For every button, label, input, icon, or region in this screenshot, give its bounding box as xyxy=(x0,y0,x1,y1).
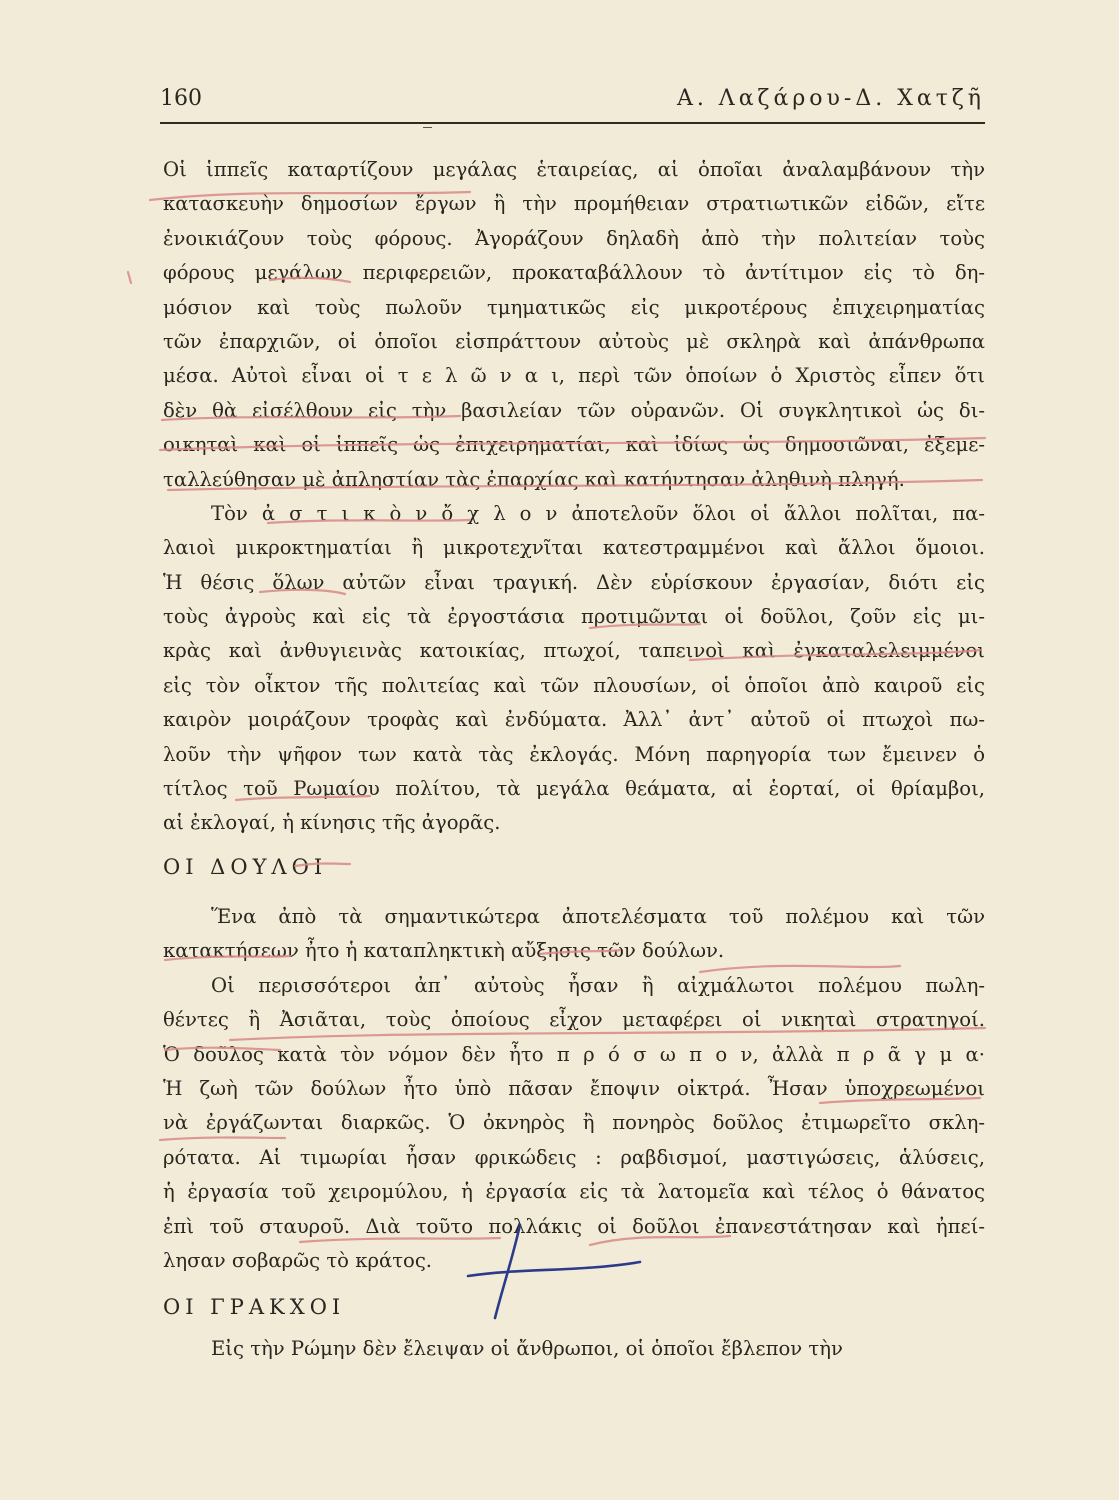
text-line: κρὰς καὶ ἀνθυγιεινὰς κατοικίας, πτωχοί, ταπεινοὶ καὶ ἐγκαταλελειμμένοι xyxy=(163,639,985,663)
text-line: ἐπὶ τοῦ σταυροῦ. Διὰ τοῦτο πολλάκις οἱ δοῦλοι ἐπανεστάτησαν καὶ ἠπεί- xyxy=(163,1214,985,1238)
page-body xyxy=(163,153,985,841)
text-line: κατασκευὴν δημοσίων ἔργων ἢ τὴν προμήθειαν στρατιωτικῶν εἰδῶν, εἴτε xyxy=(163,192,985,216)
page-number: 160 xyxy=(160,86,202,111)
text-line: αἱ ἐκλογαί, ἡ κίνησις τῆς ἀγορᾶς. xyxy=(163,811,501,835)
header-rule xyxy=(160,122,985,124)
text-line: νὰ ἐργάζωνται διαρκῶς. Ὁ ὀκνηρὸς ἢ πονηρὸς δοῦλος ἐτιμωρεῖτο σκλη- xyxy=(163,1111,985,1135)
text-line: δὲν θὰ εἰσέλθουν εἰς τὴν βασιλείαν τῶν οὐρανῶν. Οἱ συγκλητικοὶ ὡς δι- xyxy=(163,398,985,422)
text-line: λοῦν τὴν ψῆφον των κατὰ τὰς ἐκλογάς. Μόνη παρηγορία των ἔμεινεν ὁ xyxy=(163,742,985,766)
text-line: τῶν ἐπαρχιῶν, οἱ ὁποῖοι εἰσπράττουν αὐτοὺς μὲ σκληρὰ καὶ ἀπάνθρωπα xyxy=(163,329,985,353)
text-line: ταλλεύθησαν μὲ ἀπληστίαν τὰς ἐπαρχίας καὶ κατήντησαν ἀληθινὴ πληγή. xyxy=(163,467,905,491)
text-line: Τὸν ἀ σ τ ι κ ὸ ν ὄ χ λ ο ν ἀποτελοῦν ὅλοι οἱ ἄλλοι πολῖται, πα- xyxy=(211,501,985,525)
running-header xyxy=(160,86,985,111)
text-line: μόσιον καὶ τοὺς πωλοῦν τμηματικῶς εἰς μικροτέρους ἐπιχειρηματίας xyxy=(163,295,985,319)
text-line: ἡ ἐργασία τοῦ χειρομύλου, ἡ ἐργασία εἰς τὰ λατομεῖα καὶ τέλος ὁ θάνατος xyxy=(163,1180,985,1204)
text-line: φόρους μεγάλων περιφερειῶν, προκαταβάλλουν τὸ ἀντίτιμον εἰς τὸ δη- xyxy=(163,261,985,285)
text-line: λησαν σοβαρῶς τὸ κράτος. xyxy=(163,1248,433,1272)
text-line: Εἰς τὴν Ρώμην δὲν ἔλειψαν οἱ ἄνθρωποι, οἱ ὁποῖοι ἔβλεπον τὴν xyxy=(211,1337,843,1360)
slaves-section-body xyxy=(163,900,985,1278)
running-author: Α. Λαζάρου-Δ. Χατζῆ xyxy=(676,86,985,111)
text-line: καιρὸν μοιράζουν τροφὰς καὶ ἐνδύματα. Ἀλλ᾽ ἀντ᾽ αὐτοῦ οἱ πτωχοὶ πω- xyxy=(163,708,985,732)
text-line: τίτλος τοῦ Ρωμαίου πολίτου, τὰ μεγάλα θεάματα, αἱ ἑορταί, οἱ θρίαμβοι, xyxy=(163,777,985,801)
margin-mark xyxy=(128,272,131,283)
text-line: λαιοὶ μικροκτηματίαι ἢ μικροτεχνῖται κατεστραμμένοι καὶ ἄλλοι ὅμοιοι. xyxy=(163,536,985,560)
text-line: Οἱ περισσότεροι ἀπ᾽ αὐτοὺς ἦσαν ἢ αἰχμάλωτοι πολέμου πωλη- xyxy=(211,973,985,997)
text-line: Ἕνα ἀπὸ τὰ σημαντικώτερα ἀποτελέσματα τοῦ πολέμου καὶ τῶν xyxy=(211,905,985,928)
text-line: ἐνοικιάζουν τοὺς φόρους. Ἀγοράζουν δηλαδὴ ἀπὸ τὴν πολιτείαν τοὺς xyxy=(163,226,985,250)
text-line: κατακτήσεων ἦτο ἡ καταπληκτικὴ αὔξησις τῶν δούλων. xyxy=(163,939,725,963)
text-line: οικηταὶ καὶ οἱ ἱππεῖς ὡς ἐπιχειρηματίαι, καὶ ἰδίως ὡς δημοσιῶναι, ἐξεμε- xyxy=(163,433,985,457)
text-line: μέσα. Αὐτοὶ εἶναι οἱ τ ε λ ῶ ν α ι, περὶ τῶν ὁποίων ὁ Χριστὸς εἶπεν ὅτι xyxy=(163,364,985,388)
header-tick-mark xyxy=(423,127,432,128)
text-line: Οἱ ἱππεῖς καταρτίζουν μεγάλας ἑταιρείας, αἱ ὁποῖαι ἀναλαμβάνουν τὴν xyxy=(163,158,985,181)
text-line: Ὁ δοῦλος κατὰ τὸν νόμον δὲν ἦτο π ρ ό σ ω π ο ν, ἀλλὰ π ρ ᾶ γ μ α· xyxy=(163,1042,985,1066)
section-heading-slaves: ΟΙ ΔΟΥΛΟΙ xyxy=(163,855,328,879)
text-line: Ἡ θέσις ὅλων αὐτῶν εἶναι τραγική. Δὲν εὑρίσκουν ἐργασίαν, διότι εἰς xyxy=(163,570,985,594)
text-line: τοὺς ἀγροὺς καὶ εἰς τὰ ἐργοστάσια προτιμῶνται οἱ δοῦλοι, ζοῦν εἰς μι- xyxy=(163,605,985,629)
section-heading-gracchi: ΟΙ ΓΡΑΚΧΟΙ xyxy=(163,1295,346,1319)
text-line: εἰς τὸν οἶκτον τῆς πολιτείας καὶ τῶν πλουσίων, οἱ ὁποῖοι ἀπὸ καιροῦ εἰς xyxy=(163,673,985,697)
text-line: Ἡ ζωὴ τῶν δούλων ἦτο ὑπὸ πᾶσαν ἔποψιν οἰκτρά. Ἦσαν ὑποχρεωμένοι xyxy=(163,1076,985,1100)
text-line: ρότατα. Αἱ τιμωρίαι ἦσαν φρικώδεις : ραβδισμοί, μαστιγώσεις, ἁλύσεις, xyxy=(163,1145,985,1169)
gracchi-section-body xyxy=(163,1332,985,1366)
text-line: θέντες ἢ Ἀσιᾶται, τοὺς ὁποίους εἶχον μεταφέρει οἱ νικηταὶ στρατηγοί. xyxy=(163,1008,985,1032)
